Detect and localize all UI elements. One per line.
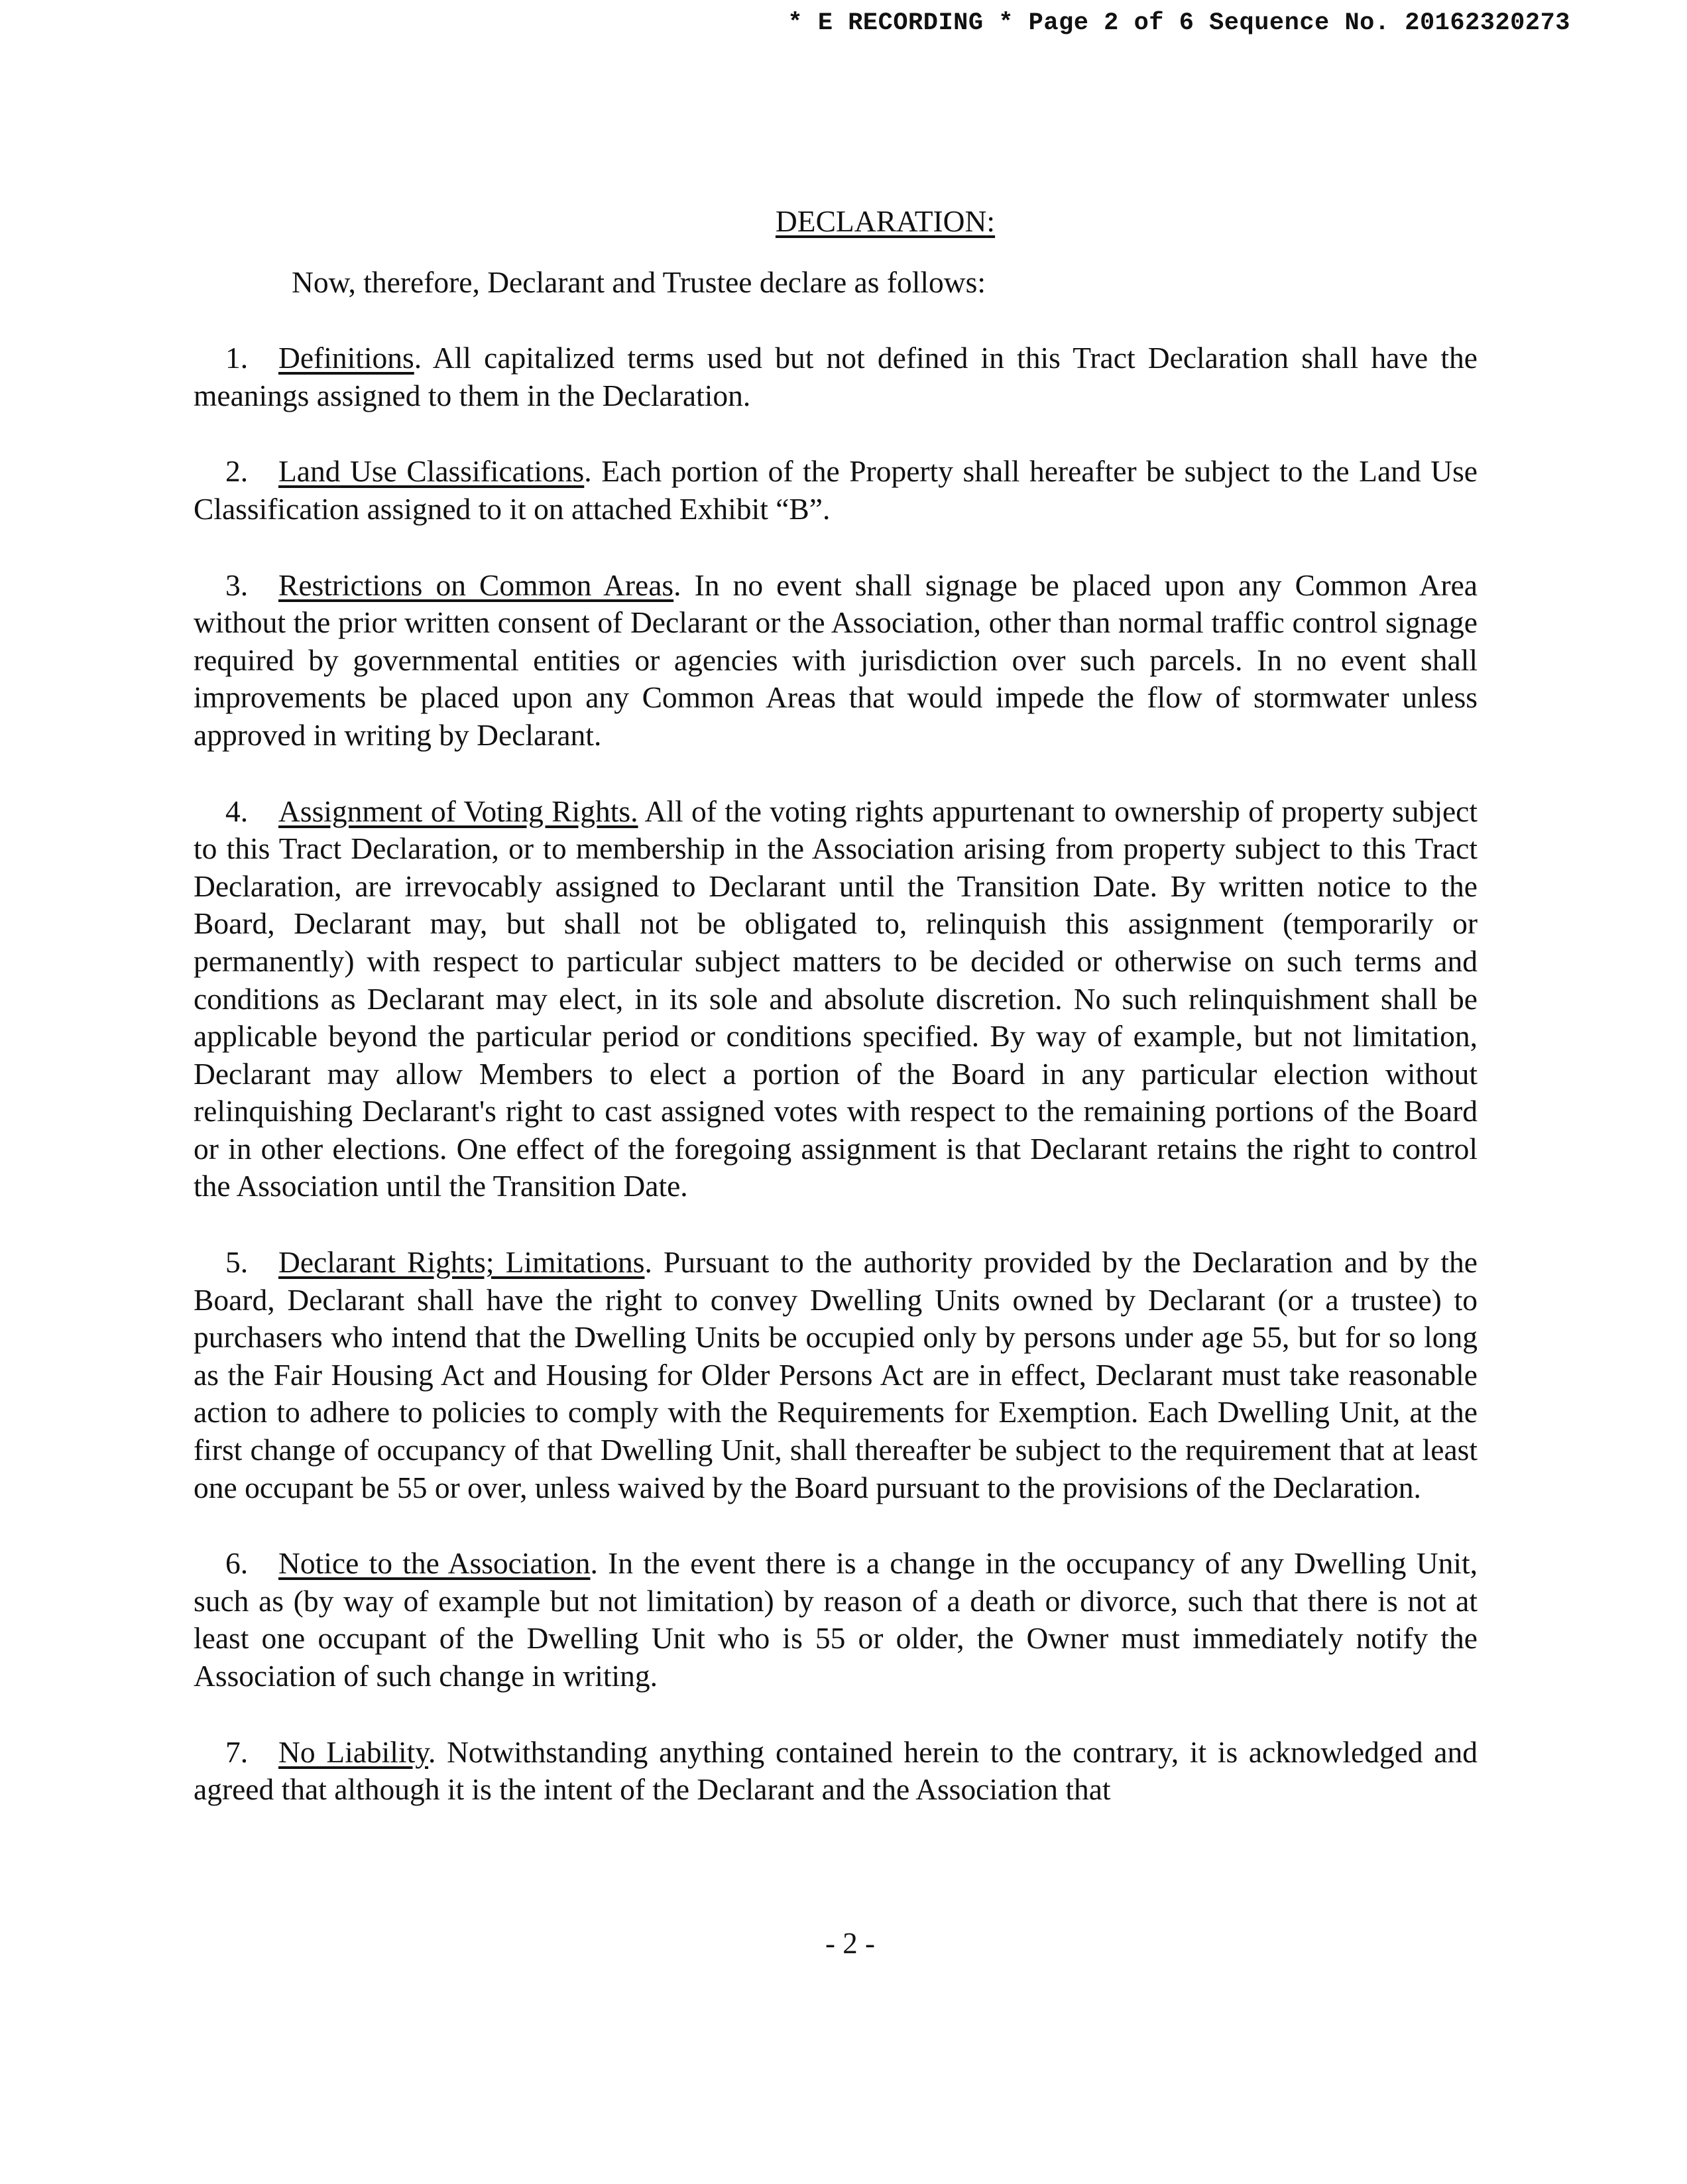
section-number: 6.: [225, 1546, 249, 1581]
section-text: . Pursuant to the authority provided by the Declaration and by the Board, Declarant shall have the right to convey Dwelling Units owned by Declarant (or a trustee) to purchasers who intend that the Dwelling Units be occupied only by persons under age 55, but for so long as the Fair Housing Act and Housing for Older Persons Act are in effect, Declarant must take reasonable action to adhere to policies to comply with the Requirements for Exemption. Each Dwelling Unit, at the first change of occupancy of that Dwelling Unit, shall thereafter be subject to the requirement that at least one occupant be 55 or over, unless waived by the Board pursuant to the provisions of the Declaration.: [194, 1245, 1478, 1504]
section-caption: Declarant Rights; Limitations: [278, 1245, 645, 1280]
recording-stamp: * E RECORDING * Page 2 of 6 Sequence No. 20162320273: [787, 9, 1570, 37]
heading-text: DECLARATION: [775, 204, 987, 238]
section-text: . Each portion of the Property shall hereafter be subject to the Land Use Classification assigned to it on attached Exhibit “B”.: [194, 454, 1478, 526]
section-text: All of the voting rights appurtenant to ownership of property subject to this Tract Declaration, or to membership in the Association arising from property subject to this Tract Declaration, are irrevocably assigned to Declarant until the Transition Date. By written notice to the Board, Declarant may, but shall not be obligated to, relinquish this assignment (temporarily or permanently) with respect to particular subject matters to be decided or otherwise on such terms and conditions as Declarant may elect, in its sole and absolute discretion. No such relinquishment shall be applicable beyond the particular period or conditions specified. By way of example, but not limitation, Declarant may allow Members to elect a portion of the Board in any particular election without relinquishing Declarant's right to cast assigned votes with respect to the remaining portions of the Board or in other elections. One effect of the foregoing assignment is that Declarant retains the right to control the Association until the Transition Date.: [194, 794, 1478, 1203]
section-definitions: [194, 339, 1478, 414]
section-caption: Notice to the Association: [278, 1546, 591, 1581]
section-number: 2.: [225, 454, 249, 489]
section-number: 5.: [225, 1245, 249, 1280]
section-text: . In no event shall signage be placed upon any Common Area without the prior written consent of Declarant or the Association, other than normal traffic control signage required by governmental entities or agencies with jurisdiction over such parcels. In no event shall improvements be placed upon any Common Areas that would impede the flow of stormwater unless approved in writing by Declarant.: [194, 568, 1478, 752]
page-number: - 2 -: [825, 1927, 875, 1960]
section-number: 7.: [225, 1734, 249, 1769]
section-restrictions-on-common-areas: [194, 567, 1478, 755]
document-body: [194, 203, 1478, 1847]
section-land-use-classifications: [194, 453, 1478, 528]
section-number: 4.: [225, 794, 249, 828]
page-title: [194, 203, 1478, 241]
heading-suffix: :: [986, 204, 996, 238]
section-caption: Assignment of Voting Rights.: [278, 794, 638, 828]
section-notice-to-the-association: [194, 1545, 1478, 1695]
section-number: 1.: [225, 341, 249, 375]
section-declarant-rights-limitations: [194, 1244, 1478, 1506]
intro-paragraph: Now, therefore, Declarant and Trustee declare as follows:: [292, 265, 986, 299]
section-caption: Restrictions on Common Areas: [278, 568, 674, 602]
section-assignment-of-voting-rights: [194, 793, 1478, 1206]
section-text: . All capitalized terms used but not defined in this Tract Declaration shall have the meanings assigned to them in the Declaration.: [194, 341, 1478, 412]
section-text: . Notwithstanding anything contained herein to the contrary, it is acknowledged and agreed that although it is the intent of the Declarant and the Association that: [194, 1734, 1478, 1807]
section-caption: Definitions: [278, 341, 414, 375]
section-number: 3.: [225, 568, 249, 602]
section-no-liability: [194, 1734, 1478, 1809]
section-text: . In the event there is a change in the occupancy of any Dwelling Unit, such as (by way of example but not limitation) by reason of a death or divorce, such that there is not at least one occupant of the Dwelling Unit who is 55 or older, the Owner must immediately notify the Association of such change in writing.: [194, 1546, 1478, 1693]
section-caption: Land Use Classifications: [278, 454, 585, 489]
section-caption: No Liability: [278, 1734, 429, 1769]
